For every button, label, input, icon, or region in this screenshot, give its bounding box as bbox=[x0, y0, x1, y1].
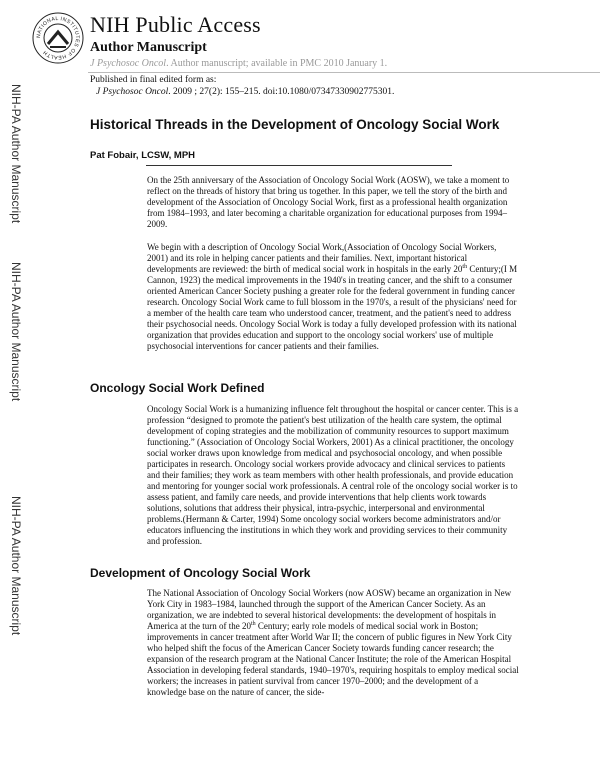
header-journal-note: . Author manuscript; available in PMC 2010 January 1. bbox=[166, 58, 388, 69]
author-divider bbox=[146, 165, 452, 166]
sidebar-label-1: NIH-PA Author Manuscript bbox=[9, 84, 23, 224]
article-title: Historical Threads in the Development of Oncology Social Work bbox=[90, 117, 500, 132]
abstract-paragraph-1: On the 25th anniversary of the Association of Oncology Social Work (AOSW), we take a moment to reflect on the threads of history that bring us together. In this paper, we tell the story of the birth and development of the Association of Oncology Social Work, first as a professional health organization from 1984–1993, and later becoming a charitable organization for educational purposes from 1994–2009. bbox=[147, 175, 510, 229]
logo-text: NATIONAL INSTITUTES OF HEALTH bbox=[35, 15, 81, 61]
article-author: Pat Fobair, LCSW, MPH bbox=[90, 150, 196, 161]
header-journal-abbrev: J Psychosoc Oncol bbox=[90, 58, 167, 69]
publication-label: Published in final edited form as: bbox=[90, 75, 217, 85]
header-journal-line bbox=[90, 58, 387, 70]
publication-journal: J Psychosoc Oncol bbox=[96, 87, 169, 97]
section-development-paragraph: The National Association of Oncology Social Workers (now AOSW) became an organization in New York City in 1983–1984, launched through the support of the American Cancer Society. As an organization, we are indebted to several historical developments: the development of hospitals in America at the turn of the 20th Century; early role models of medical social work in Boston; improvements in cancer treatment after World War II; the concern of public figures in New York City who helped shift the focus of the American Cancer Society towards funding cancer research; the expansion of the research program at the National Cancer Institute; the role of the American Hospital Association in developing federal standards, 1940–1970's, requiring hospitals to employ medical social workers; the increases in patient survival from cancer 1970–2000; and the development of a knowledge base on the nature of cancer, the side- bbox=[147, 588, 519, 697]
section-defined-paragraph: Oncology Social Work is a humanizing influence felt throughout the hospital or cancer center. This is a profession “designed to promote the patient's best utilization of the health care system, the optimal development of coping strategies and the mobilization of community resources to support maximum functioning.” (Association of Oncology Social Workers, 2001) As a clinical practitioner, the oncology social worker draws upon knowledge from medical and psychosocial oncology, and when possible participates in research. Oncology social workers provide advocacy and clinical services to patients and their families; they work as team members with other health professionals, and provide education and mentoring for younger social work professionals. A central role of the oncology social worker is to assess patient, and family care needs, and provide interventions that help clients work towards solutions, solutions that address their physical, intra-psychic, interpersonal and environmental problems.(Hermann & Carter, 1994) Some oncology social workers become administrators and/or educators influencing the institutions in which they work and providing services to their community and profession. bbox=[147, 404, 519, 546]
header-divider bbox=[88, 72, 600, 73]
publication-citation-text: . 2009 ; 27(2): 155–215. doi:10.1080/07347330902775301. bbox=[168, 87, 395, 97]
sidebar-label-2: NIH-PA Author Manuscript bbox=[9, 262, 23, 402]
header-subtitle: Author Manuscript bbox=[90, 40, 207, 55]
section-heading-development: Development of Oncology Social Work bbox=[90, 566, 311, 580]
sidebar-label-3: NIH-PA Author Manuscript bbox=[9, 496, 23, 636]
svg-text:NATIONAL INSTITUTES OF HEALTH bbox=[36, 16, 80, 60]
header-title: NIH Public Access bbox=[90, 12, 261, 37]
nih-logo bbox=[32, 12, 84, 64]
abstract-paragraph-2: We begin with a description of Oncology Social Work,(Association of Oncology Social Workers, 2001) and its role in helping cancer patients and their families. Next, important historical developments are reviewed: the birth of medical social work in hospitals in the early 20th Century;(I M Cannon, 1923) the medical improvements in the 1940's in treating cancer, and the shift to a consumer oriented American Cancer Society pushing a greater role for the federal government in funding cancer research. Oncology Social Work came to full blossom in the 1970's, a result of the physicians' need for a member of the health care team who understood cancer, treatment, and the patient's need to address their psychosocial needs. Oncology Social Work is today a fully developed profession with its national organization that provides education and support to the oncology social workers' use of multiple psychosocial interventions for cancer patients and their families. bbox=[147, 242, 518, 351]
section-heading-defined: Oncology Social Work Defined bbox=[90, 381, 265, 395]
publication-citation bbox=[90, 86, 394, 98]
publication-info bbox=[90, 74, 394, 98]
